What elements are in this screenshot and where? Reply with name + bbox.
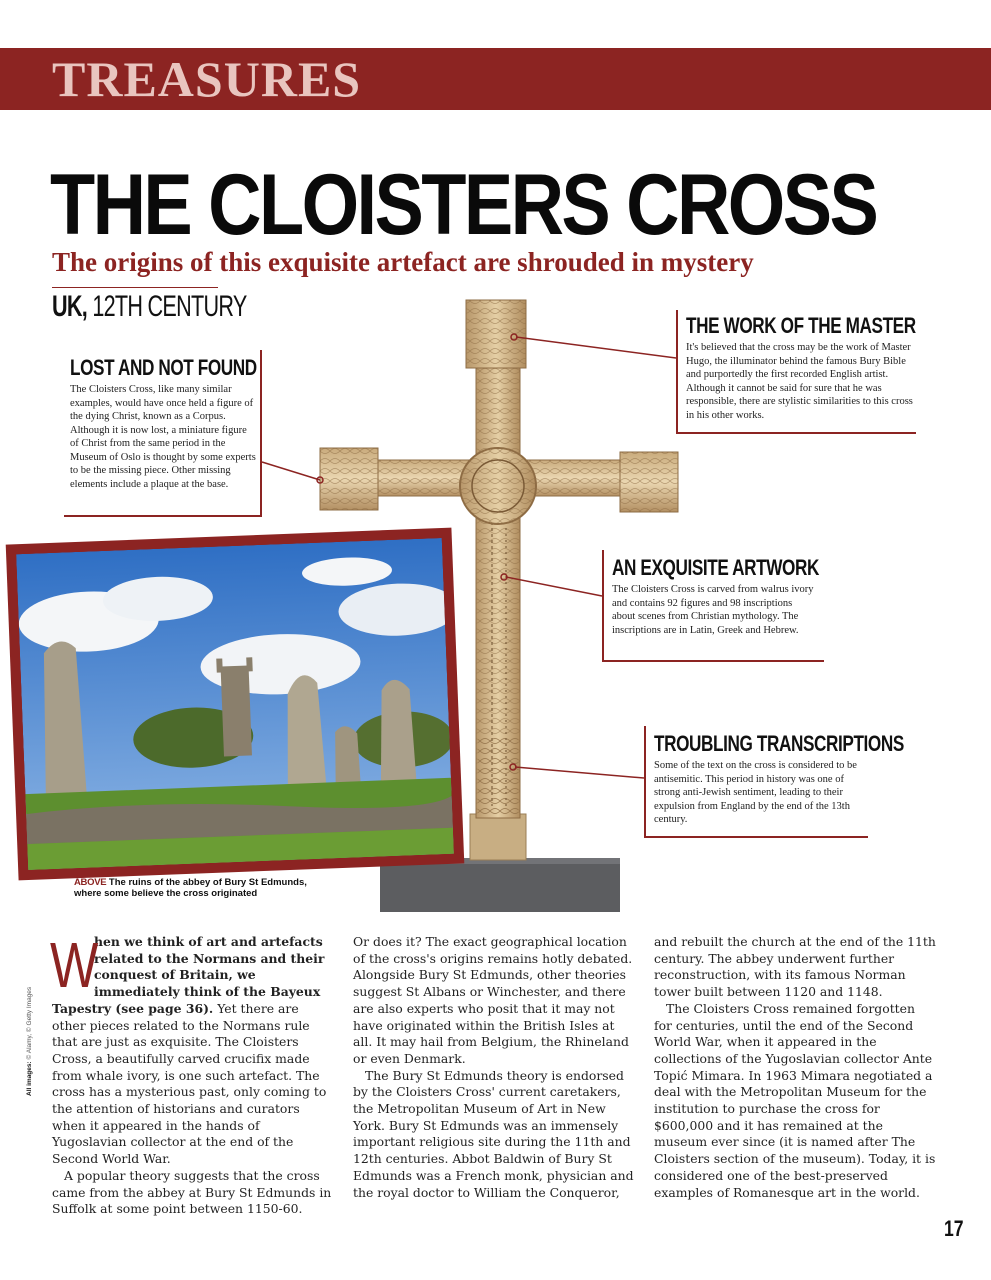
callout-text: The Cloisters Cross is carved from walrus ivory and contains 92 figures and 98 inscriptions about scenes from Christian mythology. The inscriptions are in Latin, Greek and Hebrew. (612, 584, 814, 636)
callout-rule (602, 660, 824, 662)
callout-rule (260, 350, 262, 516)
location-century: 12TH CENTURY (87, 290, 247, 323)
callout-rule (602, 550, 604, 662)
caption-lead: ABOVE (74, 877, 107, 888)
section-banner (0, 48, 991, 110)
article-paragraph: The Cloisters Cross remained forgotten for centuries, until the end of the Second World War, when it appeared in the collections of the Yugoslavian collector Ante Topić Mimara. In 1963 Mimara negotiated a deal with the Metropolitan Museum for the institution to purchase the cross for $600,000 and it has remained at the museum ever since (it is named after The Cloisters section of the museum). Today, it is considered one of the best-preserved examples of Romanesque art in the world. (654, 1000, 936, 1200)
callout-heading: THE WORK OF THE MASTER (686, 313, 916, 338)
caption-text: The ruins of the abbey of Bury St Edmunds, where some believe the cross originated (74, 877, 307, 899)
article-column-2 (353, 934, 635, 1201)
cross-wooden-base (470, 814, 526, 860)
article-paragraph: and rebuilt the church at the end of the 11th century. The abbey underwent further reconstruction, with its famous Norman tower built between 1120 and 1148. (654, 934, 936, 1000)
cross-plinth (380, 858, 620, 912)
callout-rule (644, 836, 868, 838)
location-country: UK, (52, 290, 88, 323)
credit-text: © Alamy, © Getty Images (26, 986, 33, 1062)
callout-rule (644, 726, 646, 838)
article-paragraph: The Bury St Edmunds theory is endorsed by the Cloisters Cross' current caretakers, the Metropolitan Museum of Art in New York. Bury St Edmunds was an immensely important religious site during the 11th and 12th centuries. Abbot Baldwin of Bury St Edmunds was a French monk, physician and the royal doctor to William the Conqueror, (353, 1067, 634, 1200)
abbey-ruins-image (16, 538, 454, 870)
callout-heading: AN EXQUISITE ARTWORK (612, 555, 820, 580)
credit-label: All images: (26, 1061, 33, 1096)
callout-troubling-transcriptions (654, 731, 904, 827)
callout-text: The Cloisters Cross, like many similar examples, would have once held a figure of the dying Christ, known as a Corpus. Although it is now lost, a miniature figure of Christ from the same period in the Museum of Oslo is thought by some experts to be the missing piece. Other missing elements include a plaque at the base. (70, 384, 256, 490)
callout-exquisite-artwork (612, 555, 820, 637)
photo-caption (74, 877, 334, 899)
page-number: 17 (944, 1216, 964, 1241)
callout-text: Some of the text on the cross is considered to be antisemitic. This period in history was one of strong anti-Jewish sentiment, leading to their expulsion from England by the end of the 13th century. (654, 760, 857, 825)
drop-cap: W (50, 929, 99, 1001)
article-paragraph: A popular theory suggests that the cross came from the abbey at Bury St Edmunds in Suffolk at some point between 1150-60. (52, 1167, 332, 1217)
callout-text: It's believed that the cross may be the work of Master Hugo, the illuminator behind the famous Bury Bible and purportedly the first recorded English artist. Although it cannot be said for sure that he was responsible, there are stylistic similarities to this cross in his other works. (686, 342, 913, 421)
callout-rule (64, 515, 262, 517)
location-label (52, 290, 247, 324)
article-column-1 (50, 929, 334, 1218)
article-paragraph: Yet there are other pieces related to the Normans rule that are just as exquisite. The Cloisters Cross, a beautifully carved crucifix made from whale ivory, is one such artefact. The cross has a mysterious past, only coming to the attention of historians and curators when it appeared in the hands of Yugoslavian collector at the end of the Second World War. (52, 1000, 327, 1167)
article-lead: hen we think of art and artefacts related to the Normans and their conquest of Britain, we immediately think of the Bayeux Tapestry (see page 36). (52, 934, 325, 1016)
abbey-ruins-photo-frame (6, 528, 465, 881)
page-subtitle: The origins of this exquisite artefact are shrouded in mystery (52, 247, 754, 277)
section-label: TREASURES (52, 51, 362, 107)
abbey-ruins-photo (16, 538, 454, 870)
callout-work-of-the-master (686, 314, 916, 422)
article-paragraph: Or does it? The exact geographical location of the cross's origins remains hotly debated. Alongside Bury St Edmunds, other theories suggest St Albans or Winchester, and there are also experts who posit that it may not have originated within the British Isles at all. It may hail from Belgium, the Rhineland or even Denmark. (353, 934, 633, 1066)
callout-rule (676, 310, 678, 434)
callout-heading: TROUBLING TRANSCRIPTIONS (654, 731, 904, 756)
article-column-3 (654, 934, 936, 1201)
image-credit (26, 986, 33, 1096)
page-title: THE CLOISTERS CROSS (50, 157, 877, 253)
callout-lost-and-not-found (70, 356, 256, 491)
subtitle-rule (52, 287, 218, 288)
callout-heading: LOST AND NOT FOUND (70, 355, 257, 380)
callout-rule (676, 432, 916, 434)
